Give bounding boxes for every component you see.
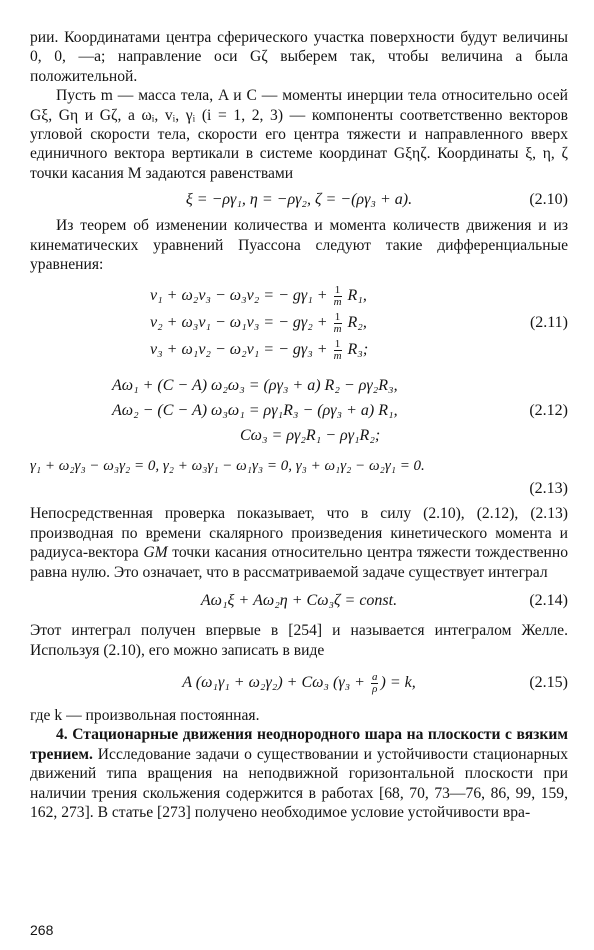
equation-number-2-14: (2.14) bbox=[529, 592, 568, 610]
paragraph-jellett: Этот интеграл получен впервые в [254] и называется интегралом Желле. Используя (2.10), его можно записать в виде bbox=[30, 622, 568, 659]
fraction-1-over-m bbox=[334, 285, 342, 308]
fraction-numerator: 1 bbox=[334, 284, 341, 297]
paragraph-section-4 bbox=[30, 725, 568, 822]
equation-number-2-13: (2.13) bbox=[529, 480, 568, 498]
equation-2-12-body-3: Cω₃ = ργ₂R₁ − ργ₁R₂; bbox=[240, 427, 381, 445]
equation-2-12-row-2 bbox=[30, 398, 568, 423]
equation-group-2-12 bbox=[30, 373, 568, 448]
paragraph-verification-part-1: Непосредственная проверка показывает, что в силу (2.10), (2.12), (2.13) производная по времени скалярного произведения кинетического момента и радиуса-вектора bbox=[30, 505, 568, 562]
page-number: 268 bbox=[30, 922, 54, 938]
page-body bbox=[30, 28, 568, 822]
fraction-a-over-rho bbox=[371, 672, 379, 695]
paragraph-section-4-text: Исследование задачи о существовании и устойчивости стационарных движений типа вращения на неподвижной горизонтальной плоскости при наличии трения скольжения содержится в работах [68, 70, 73—76, 86, 99, 159, 162, 273]. В статье [273] получено необходимое условие устойчивости вра- bbox=[30, 745, 568, 821]
equation-2-11-rhs-1: R₁, bbox=[343, 287, 367, 305]
equation-2-11-row-3 bbox=[30, 336, 568, 363]
paragraph-intro: рии. Координатами центра сферического участка поверхности будут величины 0, 0, —a; направление оси Gζ выберем так, чтобы величина a была положительной. bbox=[30, 29, 568, 85]
section-heading: 4. Стационарные движения неоднородного шара на плоскости с вязким трением. bbox=[30, 726, 568, 763]
equation-2-11-lhs-1: v₁ + ω₂v₃ − ω₃v₂ = − gγ₁ + bbox=[150, 287, 332, 305]
fraction-1-over-m bbox=[334, 312, 342, 335]
equation-2-11-rhs-3: R₃; bbox=[343, 341, 369, 359]
equation-number-2-10: (2.10) bbox=[529, 191, 568, 209]
fraction-denominator: m bbox=[333, 350, 342, 363]
equation-2-14-body: Aω₁ξ + Aω₂η + Cω₃ζ = const. bbox=[200, 592, 398, 610]
fraction-numerator: 1 bbox=[334, 338, 341, 351]
equation-2-15 bbox=[30, 668, 568, 698]
equation-2-12-row-3 bbox=[30, 423, 568, 448]
equation-number-2-15: (2.15) bbox=[529, 673, 568, 691]
vector-gm: → GM bbox=[143, 543, 167, 562]
fraction-numerator: 1 bbox=[334, 311, 341, 324]
equation-number-2-12: (2.12) bbox=[529, 402, 568, 420]
fraction-denominator: ρ bbox=[372, 682, 378, 695]
equation-2-11-row-2 bbox=[30, 309, 568, 336]
equation-number-2-11: (2.11) bbox=[529, 314, 568, 332]
equation-2-11-lhs-3: v₃ + ω₁v₂ − ω₂v₁ = − gγ₃ + bbox=[150, 341, 332, 359]
paragraph-notation: Пусть m — масса тела, A и C — моменты инерции тела относительно осей Gξ, Gη и Gζ, а ωᵢ, vᵢ, γᵢ (i = 1, 2, 3) — компоненты соответственно векторов угловой скорости тела, скорости его центра тяжести и направленного вверх единичного вектора вертикали в системе координат Gξηζ. Координаты ξ, η, ζ точки касания M задаются равенствами bbox=[30, 87, 568, 182]
equation-2-14 bbox=[30, 590, 568, 611]
equation-2-15-rhs: ) = k, bbox=[380, 673, 416, 691]
equation-2-12-body-2: Aω₂ − (C − A) ω₃ω₁ = ργ₁R₃ − (ργ₃ + a) R₁, bbox=[112, 402, 398, 420]
paragraph-verification bbox=[30, 504, 568, 582]
equation-2-12-body-1: Aω₁ + (C − A) ω₂ω₃ = (ργ₃ + a) R₂ − ργ₂R₃, bbox=[112, 377, 398, 395]
equation-2-10 bbox=[30, 189, 568, 210]
equation-2-11-lhs-2: v₂ + ω₃v₁ − ω₁v₃ = − gγ₂ + bbox=[150, 314, 332, 332]
fraction-1-over-m bbox=[334, 339, 342, 362]
paragraph-verification-part-2: точки касания относительно центра тяжести тождественно равна нулю. Это означает, что в рассматриваемой задаче существует интеграл bbox=[30, 544, 568, 581]
paragraph-theorems: Из теорем об изменении количества и момента количеств движения и из кинематических уравнений Пуассона следуют такие дифференциальные уравнения: bbox=[30, 217, 568, 274]
equation-group-2-11 bbox=[30, 282, 568, 363]
equation-2-15-lhs: A (ω₁γ₁ + ω₂γ₂) + Cω₃ (γ₃ + bbox=[182, 673, 369, 691]
paragraph-constant: где k — произвольная постоянная. bbox=[30, 706, 260, 724]
equation-2-13-body: γ₁ + ω₂γ₃ − ω₃γ₂ = 0, γ₂ + ω₃γ₁ − ω₁γ₃ = 0, γ₃ + ω₁γ₂ − ω₂γ₁ = 0. bbox=[30, 458, 425, 475]
equation-2-13-number-row bbox=[30, 478, 568, 500]
fraction-denominator: m bbox=[333, 323, 342, 336]
fraction-denominator: m bbox=[333, 296, 342, 309]
equation-2-12-row-1 bbox=[30, 373, 568, 398]
equation-2-11-row-1 bbox=[30, 282, 568, 309]
equation-2-11-rhs-2: R₂, bbox=[343, 314, 367, 332]
equation-2-10-body: ξ = −ργ₁, η = −ργ₂, ζ = −(ργ₃ + a). bbox=[185, 191, 413, 209]
equation-2-13 bbox=[30, 454, 568, 478]
fraction-numerator: a bbox=[371, 670, 378, 683]
